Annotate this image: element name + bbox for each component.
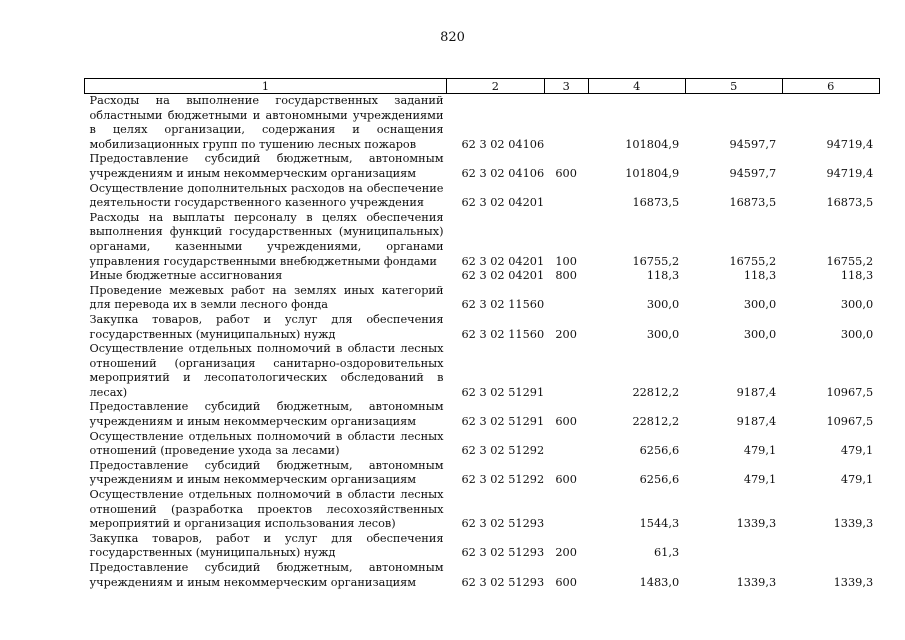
row-vr-cell: 600: [555, 415, 577, 429]
table-header-row: [85, 79, 880, 94]
row-name-cell: Осуществление отдельных полномочий в области лесных отношений (проведение ухода за лесами): [89, 429, 444, 458]
table-row: [85, 459, 880, 488]
budget-table: [84, 78, 880, 590]
row-vr-cell: 800: [555, 269, 577, 283]
row-value-cell: 16755,2: [729, 254, 777, 268]
table-row: [85, 430, 880, 459]
row-code-cell: 62 3 02 04106: [461, 137, 545, 151]
row-value-cell: 300,0: [840, 298, 874, 312]
table-row: [85, 488, 880, 532]
row-name-cell: Осуществление отдельных полномочий в области лесных отношений (разработка проектов лесохозяйственных мероприятий и организация использования лесов): [89, 488, 444, 531]
page-number: 820: [440, 30, 465, 45]
row-vr-cell: 600: [555, 166, 577, 180]
row-vr-cell: [544, 342, 588, 400]
table-row: [85, 182, 880, 211]
row-value-cell: 479,1: [743, 444, 777, 458]
column-header: 5: [685, 79, 782, 94]
row-code-cell: 62 3 02 51293: [461, 546, 545, 560]
row-value-cell: 1339,3: [736, 517, 777, 531]
row-code-cell: 62 3 02 51291: [461, 385, 545, 399]
row-name-cell: Расходы на выполнение государственных заданий областными бюджетными и автономными учреждениями в целях организации, содержания и оснащения мобилизационных групп по тушению лесных пожаров: [89, 94, 444, 151]
row-code-cell: 62 3 02 51292: [461, 444, 545, 458]
row-value-cell: 94597,7: [729, 166, 777, 180]
row-code-cell: 62 3 02 11560: [461, 298, 545, 312]
column-header: 2: [447, 79, 545, 94]
table-row: [85, 152, 880, 181]
row-value-cell: 1544,3: [639, 517, 680, 531]
row-vr-cell: 600: [555, 473, 577, 487]
row-code-cell: 62 3 02 51293: [461, 517, 545, 531]
row-value-cell: 1339,3: [833, 517, 874, 531]
row-vr-cell: [544, 284, 588, 313]
row-name-cell: Иные бюджетные ассигнования: [89, 269, 283, 283]
row-value-cell: 1339,3: [833, 575, 874, 589]
column-header: 6: [782, 79, 879, 94]
row-value-cell: 1339,3: [736, 575, 777, 589]
row-value-cell: 118,3: [743, 269, 777, 283]
row-name-cell: Осуществление дополнительных расходов на обеспечение деятельности государственного казенного учреждения: [89, 181, 444, 210]
row-value-cell: 9187,4: [736, 415, 777, 429]
row-name-cell: Осуществление отдельных полномочий в области лесных отношений (организация санитарно-оздоровительных мероприятий и лесопатологических обследований в лесах): [89, 342, 444, 399]
row-name-cell: Предоставление субсидий бюджетным, автономным учреждениям и иным некоммерческим организациям: [89, 152, 444, 180]
row-code-cell: 62 3 02 04106: [461, 166, 545, 180]
table-row: [85, 532, 880, 561]
row-value-cell: 16755,2: [826, 254, 874, 268]
row-value-cell: 16873,5: [729, 196, 777, 210]
column-header: 4: [588, 79, 685, 94]
row-code-cell: 62 3 02 04201: [461, 254, 545, 268]
row-vr-cell: 600: [555, 575, 577, 589]
row-value-cell: 479,1: [840, 473, 874, 487]
column-header: 3: [544, 79, 588, 94]
table-row: [85, 94, 880, 153]
row-vr-cell: [544, 94, 588, 153]
row-value-cell: 94719,4: [826, 166, 874, 180]
table-row: [85, 342, 880, 400]
row-value-cell: 22812,2: [632, 415, 680, 429]
row-value-cell: 9187,4: [736, 385, 777, 399]
row-value-cell: 94597,7: [729, 137, 777, 151]
table-row: [85, 269, 880, 284]
row-vr-cell: [544, 430, 588, 459]
row-value-cell: 6256,6: [639, 444, 680, 458]
row-name-cell: Предоставление субсидий бюджетным, автономным учреждениям и иным некоммерческим организациям: [89, 400, 444, 429]
row-value-cell: 101804,9: [625, 137, 680, 151]
table-row: [85, 561, 880, 590]
row-value-cell: 16873,5: [632, 196, 680, 210]
row-value-cell: 16873,5: [826, 196, 874, 210]
row-value-cell: 101804,9: [625, 166, 680, 180]
row-code-cell: 62 3 02 51292: [461, 473, 545, 487]
row-name-cell: Предоставление субсидий бюджетным, автономным учреждениям и иным некоммерческим организациям: [89, 561, 444, 589]
row-value-cell: [782, 532, 879, 561]
row-value-cell: 94719,4: [826, 137, 874, 151]
table-row: [85, 400, 880, 429]
row-value-cell: 479,1: [840, 444, 874, 458]
column-header: 1: [85, 79, 447, 94]
row-name-cell: Закупка товаров, работ и услуг для обеспечения государственных (муниципальных) нужд: [89, 531, 444, 560]
row-name-cell: Предоставление субсидий бюджетным, автономным учреждениям и иным некоммерческим организациям: [89, 458, 444, 487]
row-value-cell: 61,3: [654, 546, 680, 560]
row-code-cell: 62 3 02 51291: [461, 415, 545, 429]
row-vr-cell: [544, 488, 588, 532]
row-name-cell: Расходы на выплаты персоналу в целях обеспечения выполнения функций государственных (муниципальных) органами, казенными учреждениями, органами управления государственными внебюджетными фондами: [89, 210, 444, 268]
row-code-cell: 62 3 02 11560: [461, 327, 545, 341]
row-value-cell: 479,1: [743, 473, 777, 487]
row-vr-cell: [544, 182, 588, 211]
row-value-cell: 300,0: [646, 298, 680, 312]
row-vr-cell: 200: [555, 327, 577, 341]
row-code-cell: 62 3 02 51293: [461, 575, 545, 589]
row-vr-cell: 200: [555, 546, 577, 560]
row-value-cell: 22812,2: [632, 385, 680, 399]
row-value-cell: 300,0: [646, 327, 680, 341]
row-value-cell: 118,3: [840, 269, 874, 283]
row-value-cell: 118,3: [646, 269, 680, 283]
row-value-cell: 10967,5: [826, 385, 874, 399]
table-row: [85, 284, 880, 313]
row-code-cell: 62 3 02 04201: [461, 196, 545, 210]
row-vr-cell: 100: [555, 254, 577, 268]
row-value-cell: 300,0: [743, 298, 777, 312]
row-value-cell: 6256,6: [639, 473, 680, 487]
row-name-cell: Закупка товаров, работ и услуг для обеспечения государственных (муниципальных) нужд: [89, 312, 444, 341]
table-row: [85, 211, 880, 269]
row-value-cell: 300,0: [743, 327, 777, 341]
row-code-cell: 62 3 02 04201: [461, 269, 545, 283]
row-value-cell: 300,0: [840, 327, 874, 341]
row-value-cell: [685, 532, 782, 561]
row-value-cell: 16755,2: [632, 254, 680, 268]
row-name-cell: Проведение межевых работ на землях иных категорий для перевода их в земли лесного фонда: [89, 283, 444, 312]
table-row: [85, 313, 880, 342]
row-value-cell: 1483,0: [639, 575, 680, 589]
row-value-cell: 10967,5: [826, 415, 874, 429]
